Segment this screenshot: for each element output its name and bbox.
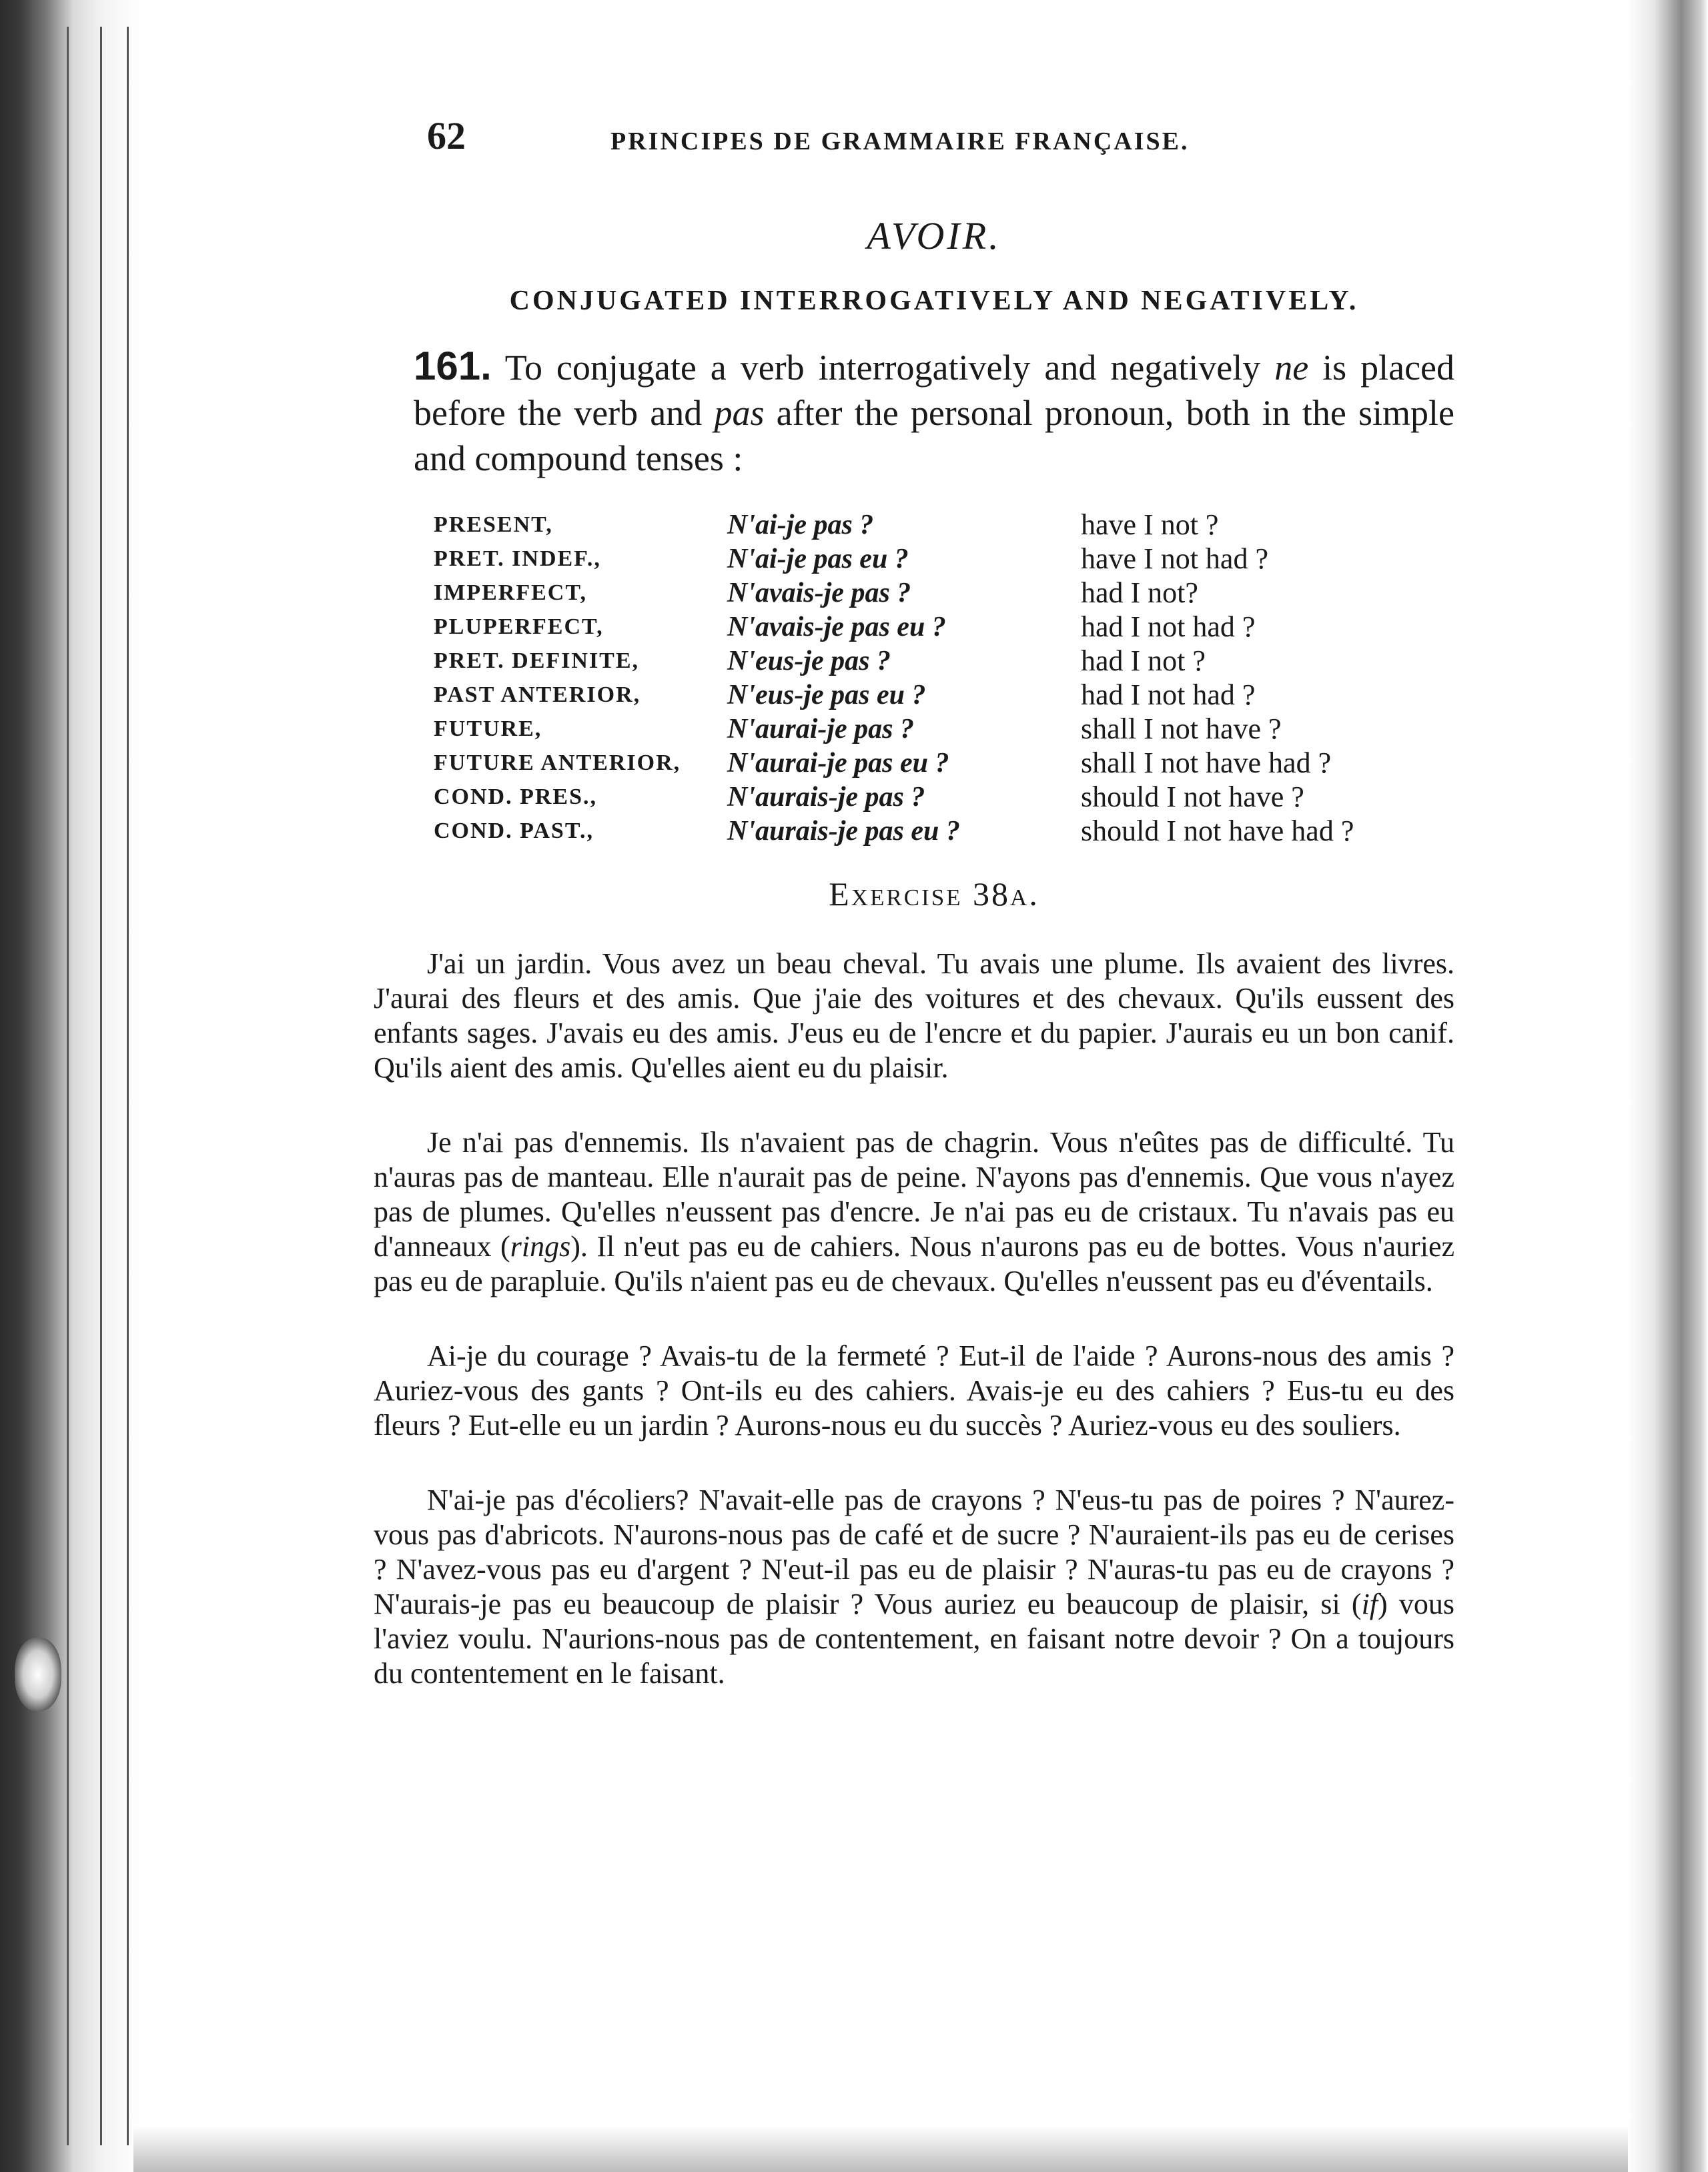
rule-word-ne: ne [1274, 348, 1309, 388]
english-form: had I not ? [1081, 644, 1206, 677]
exercise-title: Exercise 38a. [829, 875, 1039, 913]
page-number: 62 [427, 114, 466, 157]
tense-label: IMPERFECT, [434, 580, 587, 605]
gloss-rings: rings [510, 1230, 571, 1263]
page-right-edge [1628, 0, 1708, 2172]
table-row [434, 508, 1354, 542]
book-gutter [0, 0, 160, 2172]
paragraph-text: ). Il n'eut pas eu de cahiers. Nous n'aurons pas eu de bottes. Vous n'auriez pas eu de parapluie. Qu'ils n'aient pas eu de chevaux. Qu'elles n'eussent pas eu d'éventails. [374, 1230, 1455, 1297]
table-row [434, 576, 1354, 610]
table-row [434, 780, 1354, 814]
french-form: N'avais-je pas ? [727, 577, 911, 608]
rule-number: 161. [414, 344, 492, 388]
table-row [434, 814, 1354, 848]
tense-label: COND. PAST., [434, 818, 594, 843]
english-form: should I not have ? [1081, 780, 1304, 813]
running-title: PRINCIPES DE GRAMMAIRE FRANÇAISE. [610, 127, 1190, 155]
running-head [374, 107, 1454, 187]
paragraph-text: N'ai-je pas d'écoliers? N'avait-elle pas de crayons ? N'eus-tu pas de poires ? N'aurez-vous pas d'abricots. N'aurons-nous pas de café et de sucre ? N'auraient-ils pas eu de cerises ? N'avez-vous pas eu d'argent ? N'eut-il pas eu de plaisir ? N'auras-tu pas eu de crayons ? N'aurais-je pas eu beaucoup de plaisir ? Vous auriez eu beaucoup de plaisir, si ( [374, 1484, 1454, 1620]
page-bottom-edge [133, 2125, 1628, 2172]
tense-label: PLUPERFECT, [434, 614, 604, 639]
french-form: N'eus-je pas eu ? [727, 679, 926, 710]
tense-label: COND. PRES., [434, 784, 598, 809]
english-form: shall I not have ? [1081, 712, 1282, 745]
english-form: had I not had ? [1081, 678, 1256, 711]
book-page [374, 107, 1454, 1691]
tense-label: PAST ANTERIOR, [434, 682, 641, 707]
english-form: had I not had ? [1081, 610, 1256, 643]
paragraph-text: ) vous l'aviez voulu. N'aurions-nous pas de contentement, en faisant notre devoir ? On a toujours du contentement en le faisant. [374, 1588, 1455, 1690]
table-row [434, 610, 1354, 644]
paragraph-text: Je n'ai pas d'ennemis. Ils n'avaient pas de chagrin. Vous n'eûtes pas de difficulté. Tu n'auras pas de manteau. Elle n'aurait pas de peine. N'ayons pas d'ennemis. Que vous n'ayez pas de plumes. Qu'elles n'eussent pas d'encre. Je n'ai pas eu de cristaux. Tu n'avais pas eu d'anneaux ( [374, 1126, 1454, 1263]
rule-word-pas: pas [714, 393, 765, 433]
english-form: have I not had ? [1081, 542, 1268, 575]
english-form: shall I not have had ? [1081, 746, 1332, 779]
rule-text-1: To conjugate a verb interrogatively and negatively [504, 348, 1261, 388]
tense-label: PRET. DEFINITE, [434, 648, 640, 673]
rule-text-3: after the personal pronoun, both in the simple and compound tenses : [414, 393, 1455, 478]
table-row [434, 712, 1354, 746]
french-form: N'aurais-je pas ? [727, 781, 925, 812]
tense-label: FUTURE ANTERIOR, [434, 750, 681, 775]
exercise-paragraph-2 [374, 1125, 1454, 1299]
french-form: N'ai-je pas eu ? [727, 543, 909, 574]
french-form: N'aurais-je pas eu ? [727, 815, 960, 847]
french-form: N'aurai-je pas ? [727, 713, 915, 744]
english-form: have I not ? [1081, 508, 1219, 541]
gloss-if: if [1361, 1588, 1378, 1620]
section-subtitle: CONJUGATED INTERROGATIVELY AND NEGATIVELY. [509, 286, 1359, 316]
rule-text-2: is placed before the verb and [414, 348, 1455, 433]
table-row [434, 678, 1354, 712]
table-row [434, 644, 1354, 678]
french-form: N'avais-je pas eu ? [727, 611, 946, 642]
english-form: should I not have had ? [1081, 815, 1354, 847]
section-title: AVOIR. [867, 214, 1001, 257]
english-form: had I not? [1081, 576, 1198, 609]
conjugation-table [434, 508, 1354, 848]
tense-label: PRET. INDEF., [434, 546, 601, 571]
paper-stain [15, 1638, 61, 1711]
tense-label: PRESENT, [434, 512, 553, 537]
table-row [434, 542, 1354, 576]
exercise-paragraph-3: Ai-je du courage ? Avais-tu de la fermeté ? Eut-il de l'aide ? Aurons-nous des amis ? Auriez-vous des gants ? Ont-ils eu des cahiers. Avais-je eu des cahiers ? Eus-tu eu des fleurs ? Eut-elle eu un jardin ? Aurons-nous eu du succès ? Auriez-vous eu des souliers. [374, 1339, 1454, 1442]
exercise-paragraph-1: J'ai un jardin. Vous avez un beau cheval. Tu avais une plume. Ils avaient des livres. J'aurai des fleurs et des amis. Que j'aie des voitures et des chevaux. Qu'ils eussent des enfants sages. J'avais eu des amis. J'eus eu de l'encre et du papier. J'aurais eu un bon canif. Qu'ils aient des amis. Qu'elles aient eu du plaisir. [374, 947, 1454, 1084]
tense-label: FUTURE, [434, 716, 542, 741]
french-form: N'aurai-je pas eu ? [727, 747, 949, 778]
french-form: N'eus-je pas ? [727, 645, 891, 676]
table-row [434, 746, 1354, 780]
rule-paragraph [414, 344, 1454, 481]
french-form: N'ai-je pas ? [727, 509, 874, 540]
exercise-paragraph-4 [374, 1483, 1454, 1691]
